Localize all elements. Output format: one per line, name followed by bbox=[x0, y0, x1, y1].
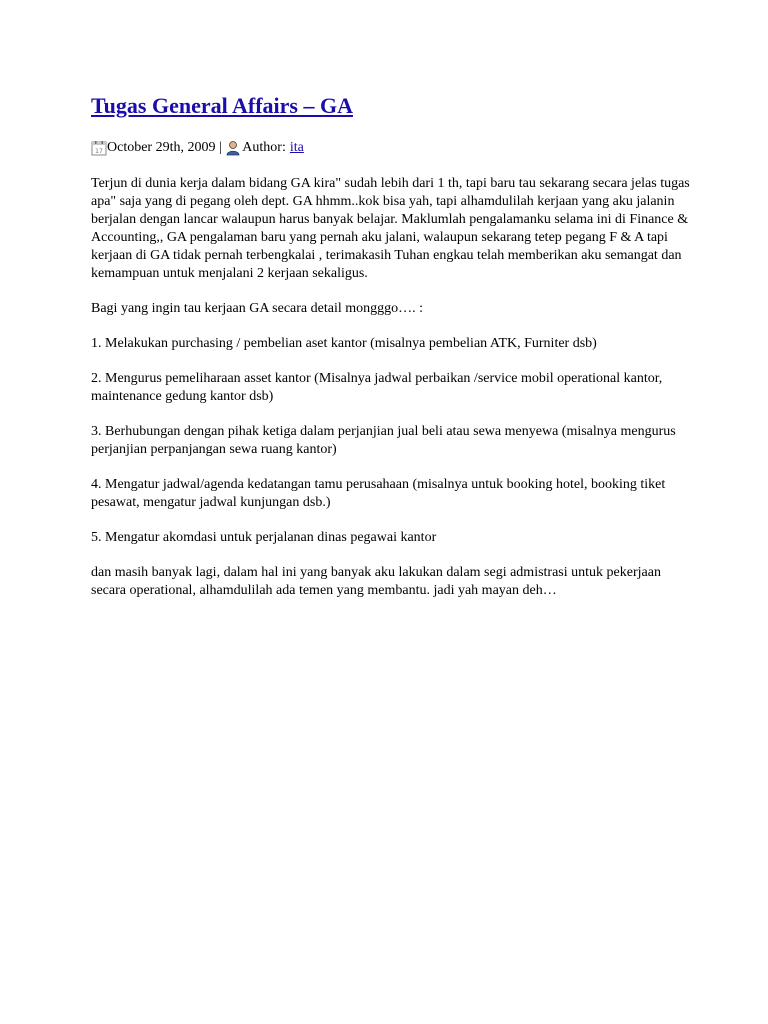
post-title bbox=[91, 92, 691, 120]
calendar-icon bbox=[91, 140, 107, 156]
meta-separator: | bbox=[215, 140, 226, 155]
post-date: October 29th, 2009 bbox=[107, 140, 216, 155]
closing-paragraph: dan masih banyak lagi, dalam hal ini yang banyak aku lakukan dalam segi admistrasi untuk pekerjaan secara operational, alhamdulilah ada temen yang membantu. jadi yah mayan deh… bbox=[91, 565, 661, 598]
list-item: 5. Mengatur akomdasi untuk perjalanan dinas pegawai kantor bbox=[91, 530, 437, 545]
lead-paragraph: Bagi yang ingin tau kerjaan GA secara detail mongggo…. : bbox=[91, 301, 424, 316]
author-link[interactable]: ita bbox=[289, 140, 304, 155]
list-item: 3. Berhubungan dengan pihak ketiga dalam perjanjian jual beli atau sewa menyewa (misalnya mengurus perjanjian perpanjangan sewa ruang kantor) bbox=[91, 424, 676, 457]
list-item: 2. Mengurus pemeliharaan asset kantor (Misalnya jadwal perbaikan /service mobil operational kantor, maintenance gedung kantor dsb) bbox=[91, 371, 663, 404]
blog-post bbox=[91, 92, 691, 617]
user-icon bbox=[225, 140, 241, 156]
intro-paragraph: Terjun di dunia kerja dalam bidang GA kira" sudah lebih dari 1 th, tapi baru tau sekarang secara jelas tugas apa" saja yang di pegang oleh dept. GA hhmm..kok bisa yah, tapi alhamdulilah kerjaan yang aku jalanin berjalan dengan lancar walaupun harus banyak belajar. Maklumlah pengalamanku selama ini di Finance & Accounting,, GA pengalaman baru yang pernah aku jalani, walaupun sekarang tetep pegang F & A tapi kerjaan di GA tidak pernah terbengkalai , terimakasih Tuhan engkau telah memberikan aku semangat dan kemampuan untuk menjalani 2 kerjaan sekaligus. bbox=[91, 176, 690, 281]
list-item: 4. Mengatur jadwal/agenda kedatangan tamu perusahaan (misalnya untuk booking hotel, booking tiket pesawat, mengatur jadwal kunjungan dsb.) bbox=[91, 477, 666, 510]
post-meta bbox=[91, 139, 691, 157]
post-title-link[interactable]: Tugas General Affairs – GA bbox=[91, 93, 353, 118]
author-label: Author: bbox=[242, 140, 286, 155]
svg-text:17: 17 bbox=[95, 148, 103, 155]
list-item: 1. Melakukan purchasing / pembelian aset kantor (misalnya pembelian ATK, Furniter dsb) bbox=[91, 336, 597, 351]
